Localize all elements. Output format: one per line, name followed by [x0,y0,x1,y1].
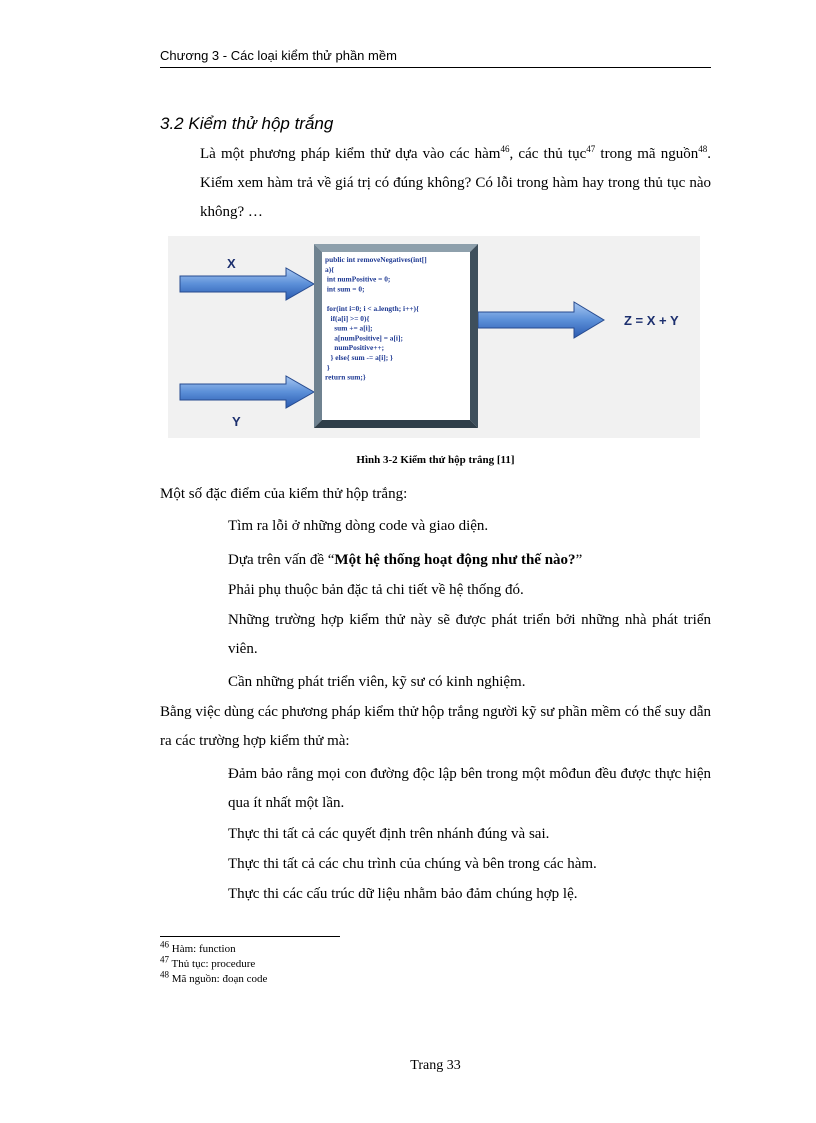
code-line: sum += a[i]; [325,323,373,333]
output-arrow [478,302,604,338]
code-line: a){ [325,264,335,274]
footnote-ref-48[interactable]: 48 [698,144,708,154]
feature-item-2-suffix: ” [575,552,583,568]
intro-text-2: , các thủ tục [509,146,587,162]
feature-item-1: Tìm ra lỗi ở những dòng code và giao diện. [228,518,489,534]
page-number: Trang 33 [410,1058,461,1073]
intro-text-1: Là một phương pháp kiểm thử dựa vào các hàm [200,146,501,162]
feature-item-2-prefix: Dựa trên vấn đề “ [228,552,335,568]
intro-text-3: trong mã nguồn [595,146,699,162]
footnote-text: Mã nguồn: đoạn code [169,973,268,985]
input-arrow-y [180,376,314,408]
method-item-1: Đảm bảo rằng mọi con đường độc lập bên trong một môđun đều được thực hiện qua ít nhất một lần. [228,766,711,811]
label-x: X [227,256,236,271]
footnote-rule [160,936,340,937]
footnote-ref-47[interactable]: 47 [586,144,596,154]
input-arrow-x [180,268,314,300]
feature-item-5: Cần những phát triển viên, kỹ sư có kinh nghiệm. [228,674,526,690]
intro-text-4: . Kiểm xem hàm trả về giá trị có đúng không? Có lỗi trong hàm hay trong thủ tục nào không? … [200,146,711,220]
header-rule [160,67,711,68]
code-line: if(a[i] >= 0){ [325,313,370,323]
white-box-figure [168,236,700,438]
code-line: numPositive++; [325,343,385,353]
method-item-4: Thực thi các cấu trúc dữ liệu nhằm bảo đảm chúng hợp lệ. [228,886,578,902]
code-line: public int removeNegatives(int[] [325,255,427,264]
footnote-num: 47 [160,954,169,965]
features-lead: Một số đặc điểm của kiểm thử hộp trắng: [160,486,408,502]
label-y: Y [232,414,241,429]
method-item-3: Thực thi tất cả các chu trình của chúng và bên trong các hàm. [228,856,597,872]
feature-item-4: Những trường hợp kiểm thử này sẽ được phát triển bởi những nhà phát triển viên. [228,612,711,657]
footnote-num: 48 [160,969,169,980]
footnote-text: Hàm: function [169,943,236,955]
code-line: } [325,362,330,372]
section-title: 3.2 Kiểm thử hộp trắng [160,114,334,133]
footnote-46 [160,939,236,956]
footnote-text: Thủ tục: procedure [169,958,256,970]
footnote-48 [160,969,268,986]
code-line: } else{ sum -= a[i]; } [325,353,393,362]
footnote-47 [160,954,256,971]
methods-lead: Bằng việc dùng các phương pháp kiểm thử hộp trắng người kỹ sư phần mềm có thể suy dẫn ra các trường hợp kiểm thử mà: [160,704,711,749]
code-line: int sum = 0; [325,284,365,294]
intro-paragraph [200,140,711,227]
white-box-diagram [168,236,700,438]
code-line: int numPositive = 0; [325,274,391,284]
output-label: Z = X + Y [624,313,679,328]
feature-item-2-bold: Một hệ thống hoạt động như thế nào? [334,552,576,568]
footnote-ref-46[interactable]: 46 [500,144,510,154]
code-line: for(int i=0; i < a.length; i++){ [325,304,419,313]
running-header: Chương 3 - Các loại kiểm thử phần mềm [160,48,397,63]
footnote-num: 46 [160,939,169,950]
feature-item-3: Phải phụ thuộc bản đặc tả chi tiết về hệ thống đó. [228,582,524,598]
code-line: return sum;} [325,372,366,382]
method-item-2: Thực thi tất cả các quyết định trên nhánh đúng và sai. [228,826,550,842]
figure-caption: Hình 3-2 Kiểm thử hộp trắng [11] [356,454,515,466]
feature-item-2 [228,546,711,575]
code-line: a[numPositive] = a[i]; [325,333,403,343]
